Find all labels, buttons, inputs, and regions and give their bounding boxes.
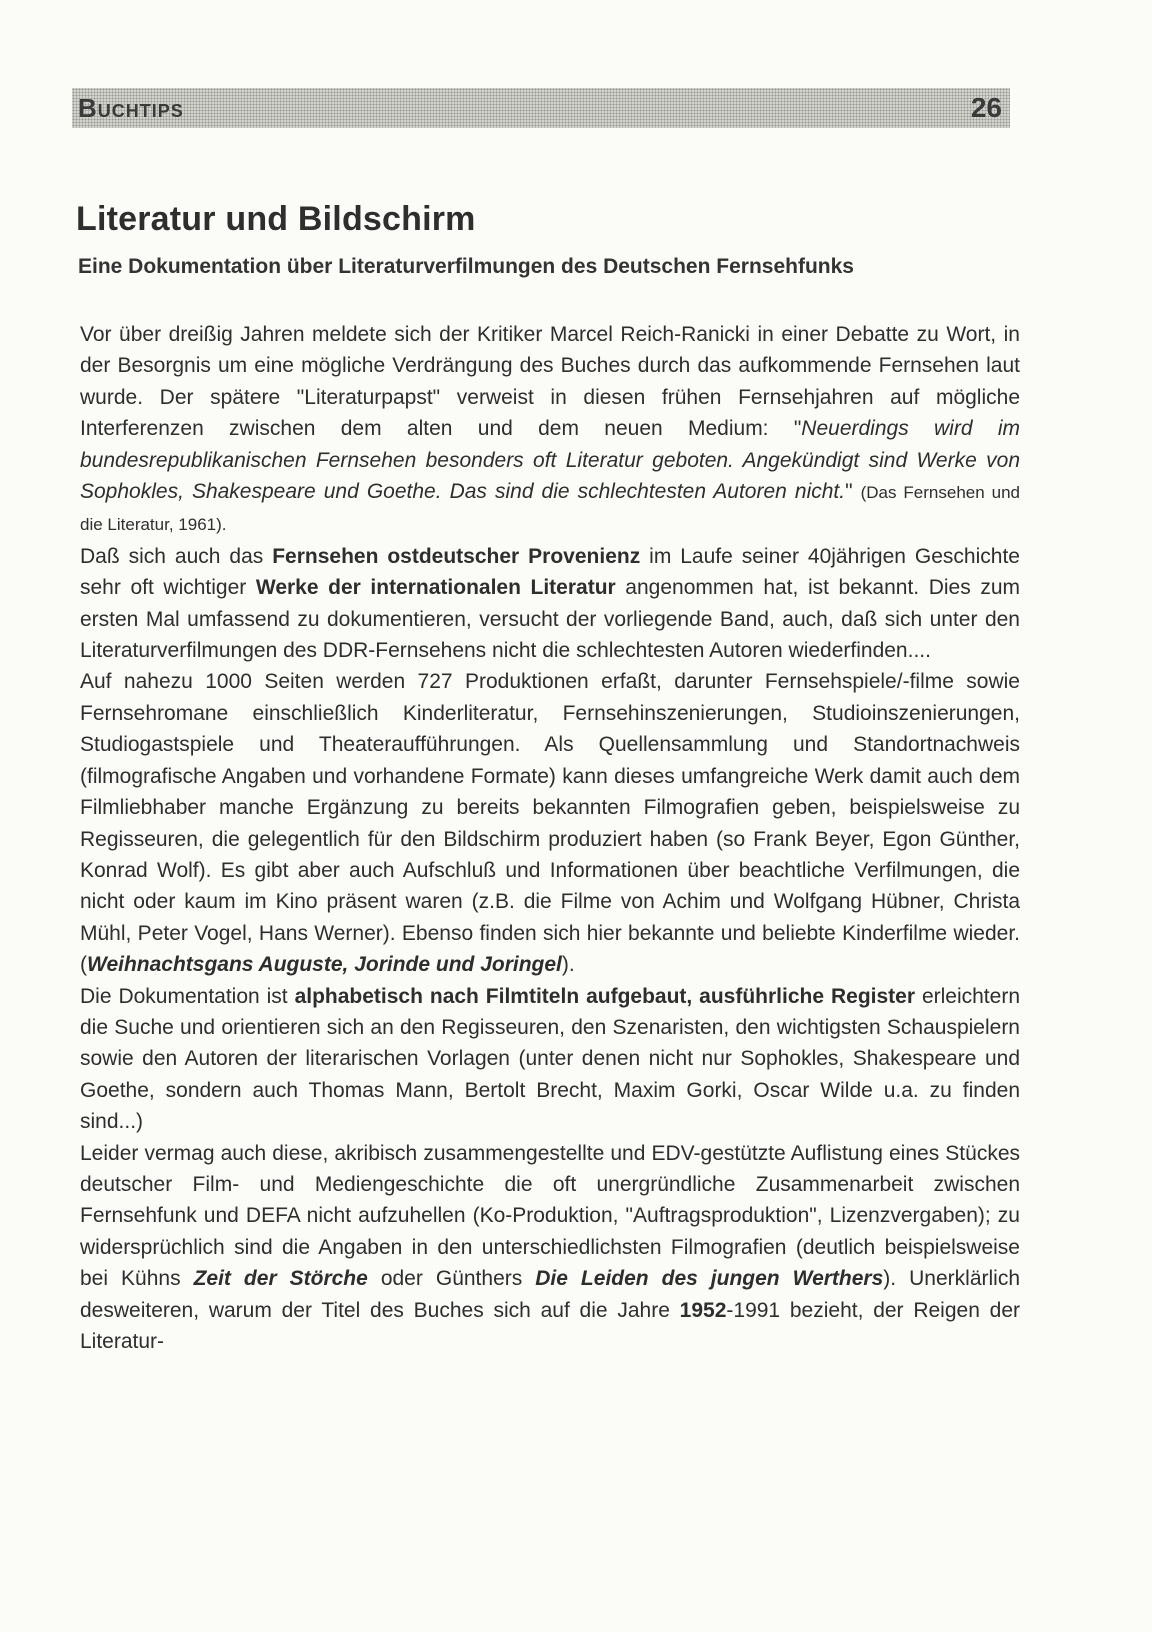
quote-source: (Das Fernsehen und die Literatur, 1961). (80, 483, 1020, 535)
section-label: Buchtips (78, 92, 184, 123)
text: Daß sich auch das (80, 544, 273, 568)
paragraph-3 (80, 666, 1020, 980)
text: im Laufe seiner 40jährigen Geschichte sehr oft wichtiger (80, 544, 1020, 600)
article-title: Literatur und Bildschirm (76, 200, 476, 238)
text: angenommen hat, ist bekannt. Dies zum ersten Mal umfassend zu dokumentieren, versucht der vorliegende Band, auch, daß sich unter den Literaturverfilmungen des DDR-Fernsehens nicht die schlechtesten Autoren wiederfinden.... (80, 576, 1020, 663)
text: -1991 bezieht, der Reigen der Literatur- (80, 1298, 1020, 1353)
text: Leider vermag auch diese, akribisch zusammengestellte und EDV-gestützte Auflistung eines Stückes deutscher Film- und Mediengeschichte die oft unergründliche Zusammenarbeit zwischen Fernsehfunk und DEFA nicht aufzuhellen (Ko-Produktion, "Auftragsproduktion", Lizenzvergaben); zu widersprüchlich sind die Angaben in den unterschiedlichsten Filmografien (deutlich beispielsweise bei Kühns (80, 1141, 1020, 1291)
film-title: Die Leiden des jungen Werthers (535, 1267, 884, 1291)
article-subtitle: Eine Dokumentation über Literaturverfilmungen des Deutschen Fernsehfunks (78, 255, 854, 278)
text: ). Unerklärlich desweiteren, warum der Titel des Buches sich auf die Jahre (80, 1267, 1020, 1322)
text: Auf nahezu 1000 Seiten werden 727 Produktionen erfaßt, darunter Fernsehspiele/-filme sowie Fernsehromane einschließlich Kinderliteratur, Fernsehinszenierungen, Studioinszenierungen, Studiogastspiele und Theateraufführungen. Als Quellensammlung und Standortnachweis (filmografische Angaben und vorhandene Formate) kann dieses umfangreiche Werk damit auch dem Filmliebhaber manche Ergänzung zu bereits bekannten Filmografien geben, beispielsweise zu Regisseuren, die gelegentlich für den Bildschirm produziert haben (so Frank Beyer, Egon Günther, Konrad Wolf). Es gibt aber auch Aufschluß und Informationen über beachtliche Verfilmungen, die nicht oder kaum im Kino präsent waren (z.B. die Filme von Achim und Wolfgang Hübner, Christa Mühl, Peter Vogel, Hans Werner). Ebenso finden sich hier bekannte und beliebte Kinderfilme wieder. ( (80, 670, 1020, 977)
text: Die Dokumentation ist (80, 984, 295, 1008)
text: " (845, 480, 861, 504)
text: erleichtern die Suche und orientieren sich an den Regisseuren, den Szenaristen, den wichtigsten Schauspielern sowie den Autoren der literarischen Vorlagen (unter denen nicht nur Sophokles, Shakespeare und Goethe, sondern auch Thomas Mann, Bertolt Brecht, Maxim Gorki, Oscar Wilde u.a. zu finden sind...) (80, 984, 1020, 1134)
paragraph-1 (80, 319, 1020, 541)
emphasis: alphabetisch nach Filmtiteln aufgebaut, ausführliche Register (294, 984, 916, 1008)
text: oder Günthers (367, 1267, 536, 1291)
paragraph-4 (80, 981, 1020, 1138)
film-title: Zeit der Störche (193, 1267, 368, 1291)
text: Vor über dreißig Jahren meldete sich der Kritiker Marcel Reich-Ranicki in einer Debatte zu Wort, in der Besorgnis um eine mögliche Verdrängung des Buches durch das aufkommende Fernsehen laut wurde. Der spätere "Literaturpapst" verweist in diesen frühen Fernsehjahren auf mögliche Interferenzen zwischen dem alten und dem neuen Medium: " (80, 323, 1020, 441)
paragraph-2 (80, 541, 1020, 667)
emphasis: Fernsehen ostdeutscher Provenienz (272, 544, 641, 568)
paragraph-5 (80, 1138, 1020, 1358)
emphasis: Werke der internationalen Literatur (255, 576, 616, 600)
page-number: 26 (970, 92, 1002, 123)
film-titles: Weihnachtsgans Auguste, Jorinde und Joringel (87, 953, 562, 977)
section-header-bar (72, 88, 1010, 128)
article-body (80, 319, 1020, 1357)
emphasis: 1952 (679, 1298, 727, 1322)
text: ). (561, 953, 575, 977)
quote: Neuerdings wird im bundesrepublikanischen Fernsehen besonders oft Literatur geboten. Angekündigt sind Werke von Sophokles, Shakespeare und Goethe. Das sind die schlechtesten Autoren nicht. (80, 417, 1020, 504)
